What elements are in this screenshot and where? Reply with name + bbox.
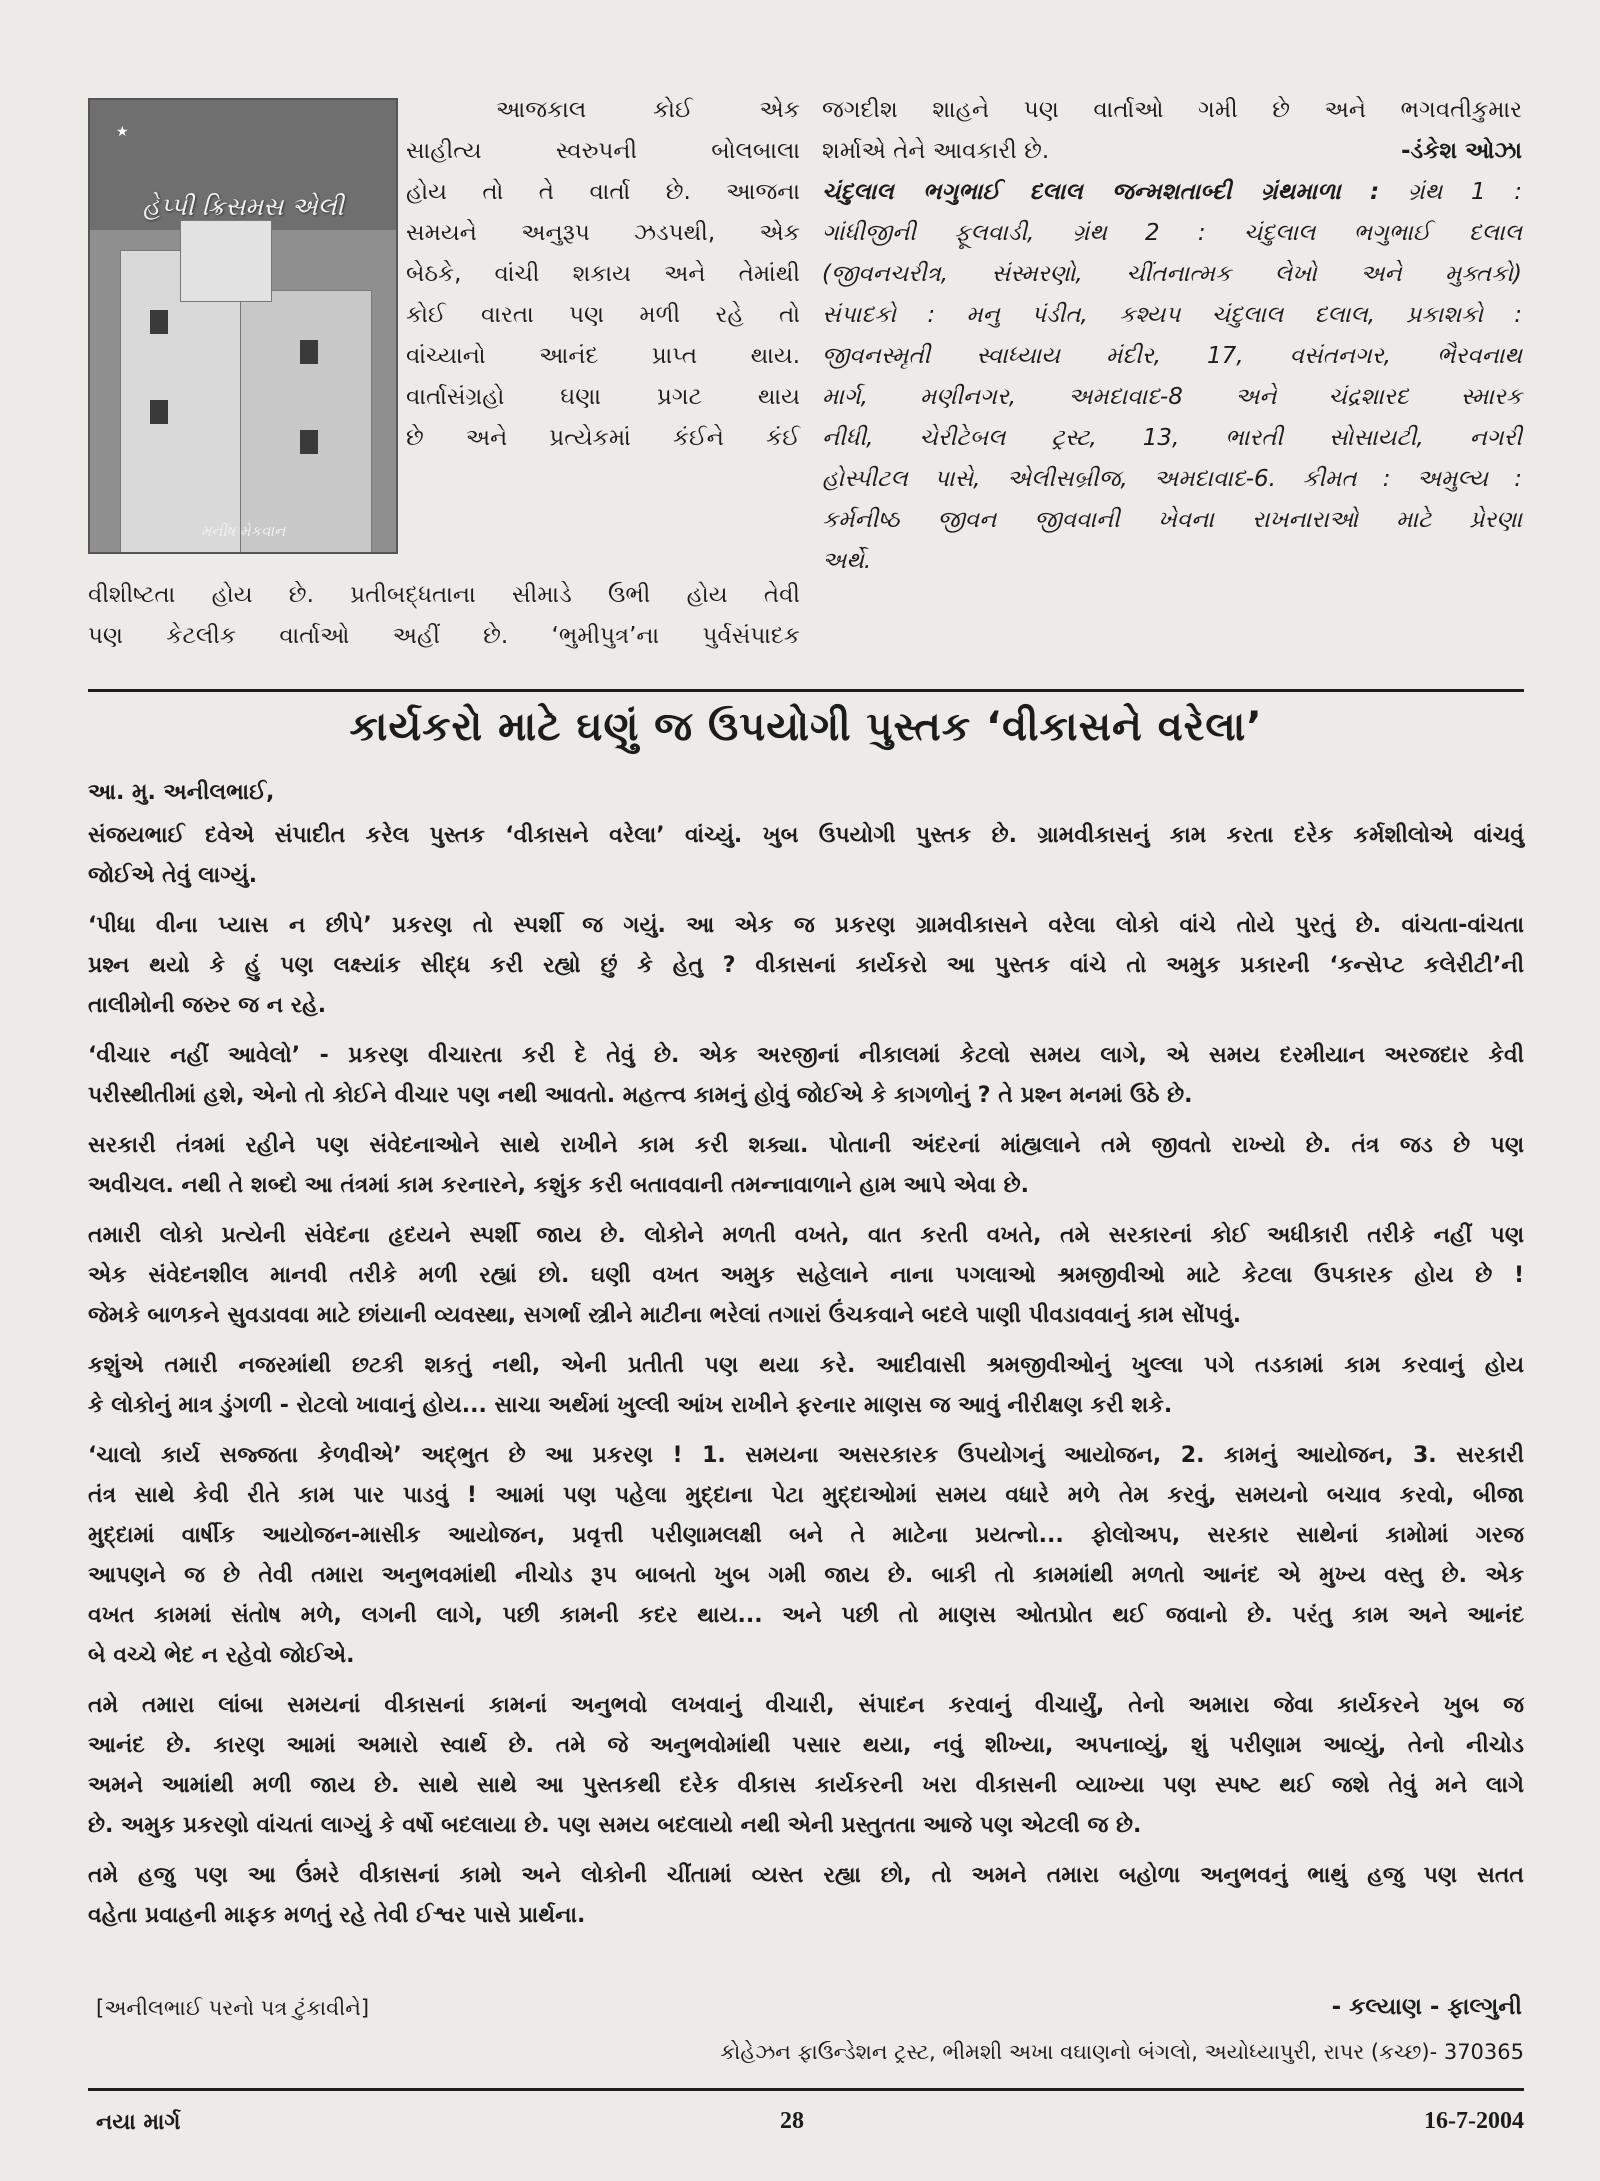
granthmala-heading-line [822, 172, 1522, 213]
book-cover-image [88, 98, 398, 554]
paragraph [88, 1126, 1524, 1206]
paragraph [88, 816, 1524, 896]
review-line: શર્માએ તેને આવકારી છે. [822, 138, 1050, 164]
body-line: ‘પીધા વીના પ્યાસ ન છીપે’ પ્રકરણ તો સ્પર્શી જ ગયું. આ એક જ પ્રકરણ ગ્રામવીકાસને વરેલા લોકો વાંચે તોયે પુરતું છે. વાંચતા-વાંચતા [88, 913, 1524, 938]
body-line: તમે તમારા લાંબા સમયનાં વીકાસનાં કામનાં અનુભવો લખવાનું વીચારી, સંપાદન કરવાનું વીચાર્યું, તેનો અમારા જેવા કાર્યકરને ખુબ જ [88, 1693, 1524, 1718]
review-left-column-top [406, 90, 800, 459]
review-line: માર્ગ, મણીનગર, અમદાવાદ-8 અને ચંદ્રશારદ સ્મારક [822, 384, 1522, 410]
body-line: બે વચ્ચે ભેદ ન રહેવો જોઈએ. [88, 1643, 355, 1668]
sender-address: કોહેઝન ફાઉન્ડેશન ટ્રસ્ટ, ભીમશી અખા વઘાણનો બંગલો, અયોધ્યાપુરી, રાપર (કચ્છ)- 370365 [720, 2040, 1524, 2064]
issue-date: 16-7-2004 [1424, 2108, 1524, 2134]
body-line: વખત કામમાં સંતોષ મળે, લગની લાગે, પછી કામની કદર થાય... અને પછી તો માણસ ઓતપ્રોત થઈ જવાનો છે. પરંતુ કામ અને આનંદ [88, 1603, 1524, 1628]
review-line: ગાંધીજીની ફૂલવાડી, ગ્રંથ 2 : ચંદુલાલ ભગુભાઈ દલાલ [822, 220, 1522, 246]
star-icon: ★ [116, 124, 129, 140]
cover-title: હેપ્પી ક્રિસમસ એલી [142, 192, 344, 221]
salutation: આ. મુ. અનીલભાઈ, [88, 780, 275, 805]
granthmala-title: ચંદુલાલ ભગુભાઈ દલાલ જન્મશતાબ્દી ગ્રંથમાળા : [822, 179, 1380, 205]
review-right-column [822, 90, 1522, 582]
review-line: સંપાદકો : મનુ પંડીત, કશ્યપ ચંદુલાલ દલાલ, પ્રકાશકો : [822, 302, 1522, 328]
body-line: સરકારી તંત્રમાં રહીને પણ સંવેદનાઓને સાથે રાખીને કામ કરી શક્યા. પોતાની અંદરનાં માંહ્યલાને તમે જીવતો રાખ્યો છે. તંત્ર જડ છે પણ [88, 1133, 1524, 1158]
review-line: વીશીષ્ટતા હોય છે. પ્રતીબદ્ધતાના સીમાડે ઉભી હોય તેવી [88, 582, 800, 608]
paragraph [88, 1436, 1524, 1676]
review-left-column-bottom [88, 575, 800, 657]
article-signature: - કલ્યાણ - ફાલ્ગુની [1331, 1994, 1522, 2020]
paragraph [88, 1346, 1524, 1426]
body-line: ‘ચાલો કાર્ય સજ્જતા કેળવીએ’ અદ્ભુત છે આ પ્રકરણ ! 1. સમયના અસરકારક ઉપયોગનું આયોજન, 2. કામનું આયોજન, 3. સરકારી [88, 1443, 1524, 1468]
body-line: તમે હજુ પણ આ ઉંમરે વીકાસનાં કામો અને લોકોની ચીંતામાં વ્યસ્ત રહ્યા છો, તો અમને તમારા બહોળા અનુભવનું ભાથું હજુ પણ સતત [88, 1863, 1524, 1888]
paragraph [88, 1216, 1524, 1336]
cover-window [150, 400, 168, 424]
paragraph [88, 906, 1524, 1026]
cover-window [300, 430, 318, 454]
review-line: જગદીશ શાહને પણ વાર્તાઓ ગમી છે અને ભગવતીકુમાર [822, 97, 1522, 123]
paragraph [88, 1036, 1524, 1116]
body-line: તંત્ર સાથે કેવી રીતે કામ પાર પાડવું ! આમાં પણ પહેલા મુદ્દાના પેટા મુદ્દાઓમાં સમય વધારે મળે તેમ કરવું, સમયનો બચાવ કરવો, બીજા [88, 1483, 1524, 1508]
body-line: અવીચલ. નથી તે શબ્દો આ તંત્રમાં કામ કરનારને, કશુંક કરી બતાવવાની તમન્નાવાળાને હામ આપે એવા છે. [88, 1173, 1030, 1198]
review-line: આજકાલ કોઈ એક [496, 97, 800, 123]
body-line: પરીસ્થીતીમાં હશે, એનો તો કોઈને વીચાર પણ નથી આવતો. મહત્ત્વ કામનું હોવું જોઈએ કે કાગળોનું ? તે પ્રશ્ન મનમાં ઉઠે છે. [88, 1083, 1193, 1108]
cover-window [150, 310, 168, 334]
body-line: તાલીમોની જરુર જ ન રહે. [88, 993, 327, 1018]
review-line: કર્મનીષ્ઠ જીવન જીવવાની ખેવના રાખનારાઓ માટે પ્રેરણા [822, 507, 1522, 533]
review-line: ગ્રંથ 1 : [1407, 179, 1523, 205]
body-line: જોઈએ તેવું લાગ્યું. [88, 863, 258, 888]
body-line: અમને આમાંથી મળી જાય છે. સાથે સાથે આ પુસ્તકથી દરેક વીકાસ કાર્યકરની ખરા વીકાસની વ્યાખ્યા પણ સ્પષ્ટ થઈ જશે તેવું મને લાગે [88, 1773, 1524, 1798]
cover-building [180, 220, 272, 302]
review-line: હોસ્પીટલ પાસે, એલીસબ્રીજ, અમદાવાદ-6. કીમત : અમુલ્ય : [822, 466, 1522, 492]
review-line-with-signature [822, 131, 1522, 172]
review-line: વાર્તાસંગ્રહો ઘણા પ્રગટ થાય [406, 384, 800, 410]
review-line: જીવનસ્મૃતી સ્વાધ્યાય મંદીર, 17, વસંતનગર, ભૈરવનાથ [822, 343, 1522, 369]
review-line: પણ કેટલીક વાર્તાઓ અહીં છે. ‘ભુમીપુત્ર’ના પુર્વસંપાદક [88, 623, 800, 649]
body-line: સંજયભાઈ દવેએ સંપાદીત કરેલ પુસ્તક ‘વીકાસને વરેલા’ વાંચ્યું. ખુબ ઉપયોગી પુસ્તક છે. ગ્રામવીકાસનું કામ કરતા દરેક કર્મશીલોએ વાંચવું [88, 823, 1524, 848]
body-line: આનંદ છે. કારણ આમાં અમારો સ્વાર્થ છે. તમે જે અનુભવોમાંથી પસાર થયા, નવું શીખ્યા, અપનાવ્યું, શું પરીણામ આવ્યું, તેનો નીચોડ [88, 1733, 1524, 1758]
review-signature: -ડંકેશ ઓઝા [1401, 138, 1522, 164]
body-line: કશુંએ તમારી નજરમાંથી છટકી શકતું નથી, એની પ્રતીતી પણ થયા કરે. આદીવાસી શ્રમજીવીઓનું ખુલ્લા પગે તડકામાં કામ કરવાનું હોય [88, 1353, 1524, 1378]
body-line: વહેતા પ્રવાહની માફક મળતું રહે તેવી ઈશ્વર પાસે પ્રાર્થના. [88, 1903, 586, 1928]
review-line: હોય તો તે વાર્તા છે. આજના [406, 179, 800, 205]
review-line: સાહીત્ય સ્વરુપની બોલબાલા [406, 138, 800, 164]
paragraph [88, 1856, 1524, 1936]
paragraph [88, 1686, 1524, 1846]
body-line: એક સંવેદનશીલ માનવી તરીકે મળી રહ્યાં છો. ઘણી વખત અમુક સહેલાને નાના પગલાઓ શ્રમજીવીઓ માટે કેટલા ઉપકારક હોય છે ! [88, 1263, 1524, 1288]
publication-name: નયા માર્ગ [96, 2110, 181, 2135]
review-line: (જીવનચરીત્ર, સંસ્મરણો, ચીંતનાત્મક લેખો અને મુક્તકો) [822, 261, 1522, 287]
cover-author: મનીષ મેકવાન [200, 522, 286, 540]
review-line: નીધી, ચેરીટેબલ ટ્રસ્ટ, 13, ભારતી સોસાયટી, નગરી [822, 425, 1522, 451]
body-line: કે લોકોનું માત્ર ડુંગળી - રોટલો ખાવાનું હોય... સાચા અર્થમાં ખુલ્લી આંખ રાખીને ફરનાર માણસ જ આવું નીરીક્ષણ કરી શકે. [88, 1393, 1173, 1418]
article-headline: કાર્યકરો માટે ઘણું જ ઉપયોગી પુસ્તક ‘વીકાસને વરેલા’ [349, 704, 1263, 750]
body-line: પ્રશ્ન થયો કે હું પણ લક્ષ્યાંક સીદ્ધ કરી રહ્યો છું કે હેતુ ? વીકાસનાં કાર્યકરો આ પુસ્તક વાંચે તો અમુક પ્રકારની ‘કન્સેપ્ટ કલેરીટી’ની [88, 953, 1524, 978]
review-line: સમયને અનુરૂપ ઝડપથી, એક [406, 220, 800, 246]
section-divider [88, 689, 1524, 692]
page-number: 28 [780, 2108, 804, 2134]
body-line: આપણને જ છે તેવી તમારા અનુભવમાંથી નીચોડ રૂપ બાબતો ખુબ ગમી જાય છે. બાકી તો કામમાંથી મળતો આનંદ એ મુખ્ય વસ્તુ છે. એક [88, 1563, 1524, 1588]
body-line: ‘વીચાર નહીં આવેલો’ - પ્રકરણ વીચારતા કરી દે તેવું છે. એક અરજીનાં નીકાલમાં કેટલો સમય લાગે, એ સમય દરમીયાન અરજદાર કેવી [88, 1043, 1524, 1068]
cover-building [240, 290, 372, 554]
article-body [88, 816, 1524, 1946]
cover-window [300, 340, 318, 364]
review-line: વાંચ્યાનો આનંદ પ્રાપ્ત થાય. [406, 343, 800, 369]
body-line: તમારી લોકો પ્રત્યેની સંવેદના હૃદયને સ્પર્શી જાય છે. લોકોને મળતી વખતે, વાત કરતી વખતે, તમે સરકારનાં કોઈ અધીકારી તરીકે નહીં પણ [88, 1223, 1524, 1248]
review-line: કોઈ વારતા પણ મળી રહે તો [406, 302, 800, 328]
footer-divider [88, 2088, 1524, 2091]
body-line: છે. અમુક પ્રકરણો વાંચતાં લાગ્યું કે વર્ષો બદલાયા છે. પણ સમય બદલાયો નથી એની પ્રસ્તુતતા આજે પણ એટલી જ છે. [88, 1813, 1142, 1838]
body-line: મુદ્દામાં વાર્ષીક આયોજન-માસીક આયોજન, પ્રવૃત્તી પરીણામલક્ષી બને તે માટેના પ્રયત્નો... ફોલોઅપ, સરકાર સાથેનાં કામોમાં ગરજ [88, 1523, 1524, 1548]
source-note: [અનીલભાઈ પરનો પત્ર ટુંકાવીને] [96, 1996, 370, 2020]
review-line: બેઠકે, વાંચી શકાય અને તેમાંથી [406, 261, 800, 287]
body-line: જેમકે બાળકને સુવડાવવા માટે છાંયાની વ્યવસ્થા, સગર્ભા સ્ત્રીને માટીના ભરેલાં તગારાં ઉંચકવાને બદલે પાણી પીવડાવવાનું કામ સોંપવું. [88, 1303, 1242, 1328]
review-line: છે અને પ્રત્યેકમાં કંઈને કંઈ [406, 425, 800, 451]
review-line: અર્થે. [822, 548, 872, 574]
